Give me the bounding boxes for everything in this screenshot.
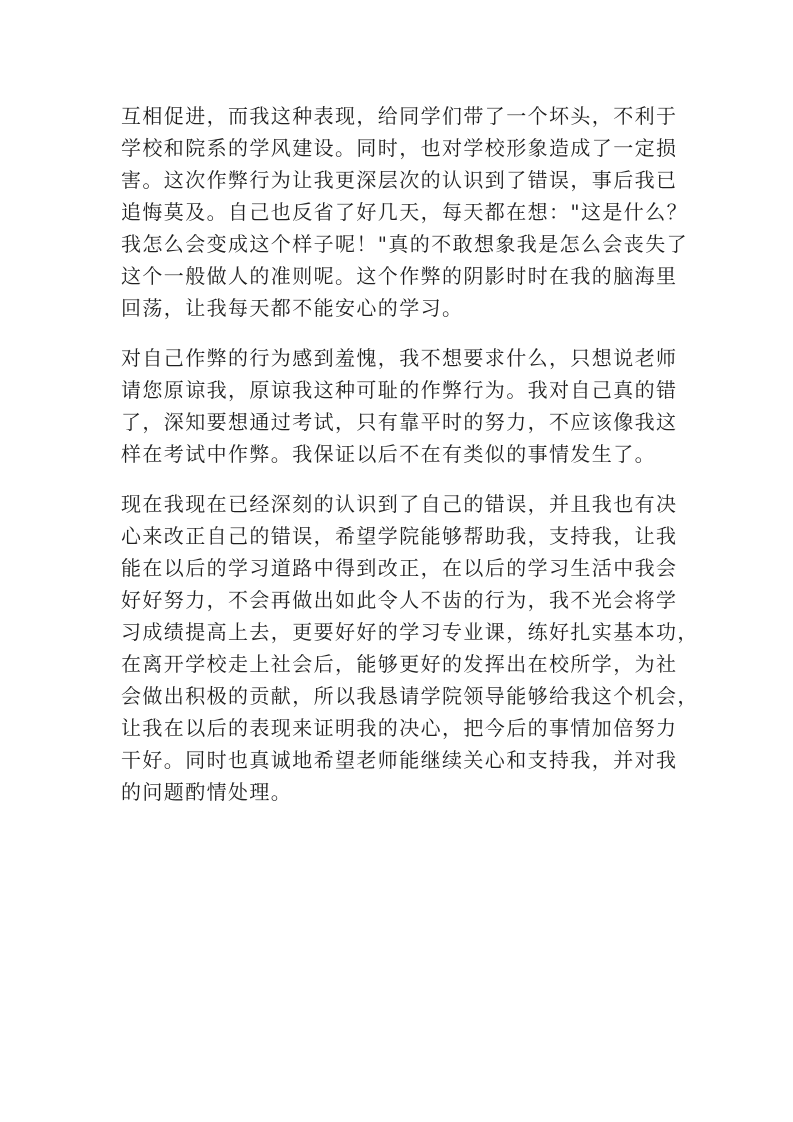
- paragraph-3: [121, 488, 699, 808]
- paragraph-line: 了，深知要想通过考试，只有靠平时的努力，不应该像我这: [121, 410, 678, 434]
- document-body: [121, 100, 699, 826]
- paragraph-1: [121, 100, 686, 324]
- paragraph-line: 好好努力，不会再做出如此令人不齿的行为，我不光会将学: [121, 588, 678, 612]
- paragraph-line: 学校和院系的学风建设。同时，也对学校形象造成了一定损: [121, 136, 678, 160]
- paragraph-2: [121, 342, 686, 470]
- paragraph-line: 在离开学校走上社会后，能够更好的发挥出在校所学，为社: [121, 652, 678, 676]
- paragraph-line: 我怎么会变成这个样子呢！"真的不敢想象我是怎么会丧失了: [121, 232, 688, 256]
- paragraph-line: 让我在以后的表现来证明我的决心，把今后的事情加倍努力: [121, 716, 678, 740]
- paragraph-line: 对自己作弊的行为感到羞愧，我不想要求什么，只想说老师: [121, 346, 678, 370]
- paragraph-line: 这个一般做人的准则呢。这个作弊的阴影时时在我的脑海里: [121, 264, 678, 288]
- paragraph-line: 回荡，让我每天都不能安心的学习。: [121, 296, 464, 320]
- paragraph-line: 害。这次作弊行为让我更深层次的认识到了错误，事后我已: [121, 168, 678, 192]
- paragraph-line: 现在我现在已经深刻的认识到了自己的错误，并且我也有决: [121, 492, 678, 516]
- paragraph-line: 会做出积极的贡献，所以我恳请学院领导能够给我这个机会，: [121, 684, 699, 708]
- paragraph-line: 互相促进，而我这种表现，给同学们带了一个坏头，不利于: [121, 104, 678, 128]
- paragraph-line: 样在考试中作弊。我保证以后不在有类似的事情发生了。: [121, 442, 656, 466]
- paragraph-line: 干好。同时也真诚地希望老师能继续关心和支持我，并对我: [121, 748, 678, 772]
- paragraph-line: 请您原谅我，原谅我这种可耻的作弊行为。我对自己真的错: [121, 378, 678, 402]
- paragraph-line: 的问题酌情处理。: [121, 780, 293, 804]
- paragraph-line: 心来改正自己的错误，希望学院能够帮助我，支持我，让我: [121, 524, 678, 548]
- paragraph-line: 追悔莫及。自己也反省了好几天，每天都在想："这是什么？: [121, 200, 688, 224]
- paragraph-line: 能在以后的学习道路中得到改正，在以后的学习生活中我会: [121, 556, 678, 580]
- paragraph-line: 习成绩提高上去，更要好好的学习专业课，练好扎实基本功，: [121, 620, 699, 644]
